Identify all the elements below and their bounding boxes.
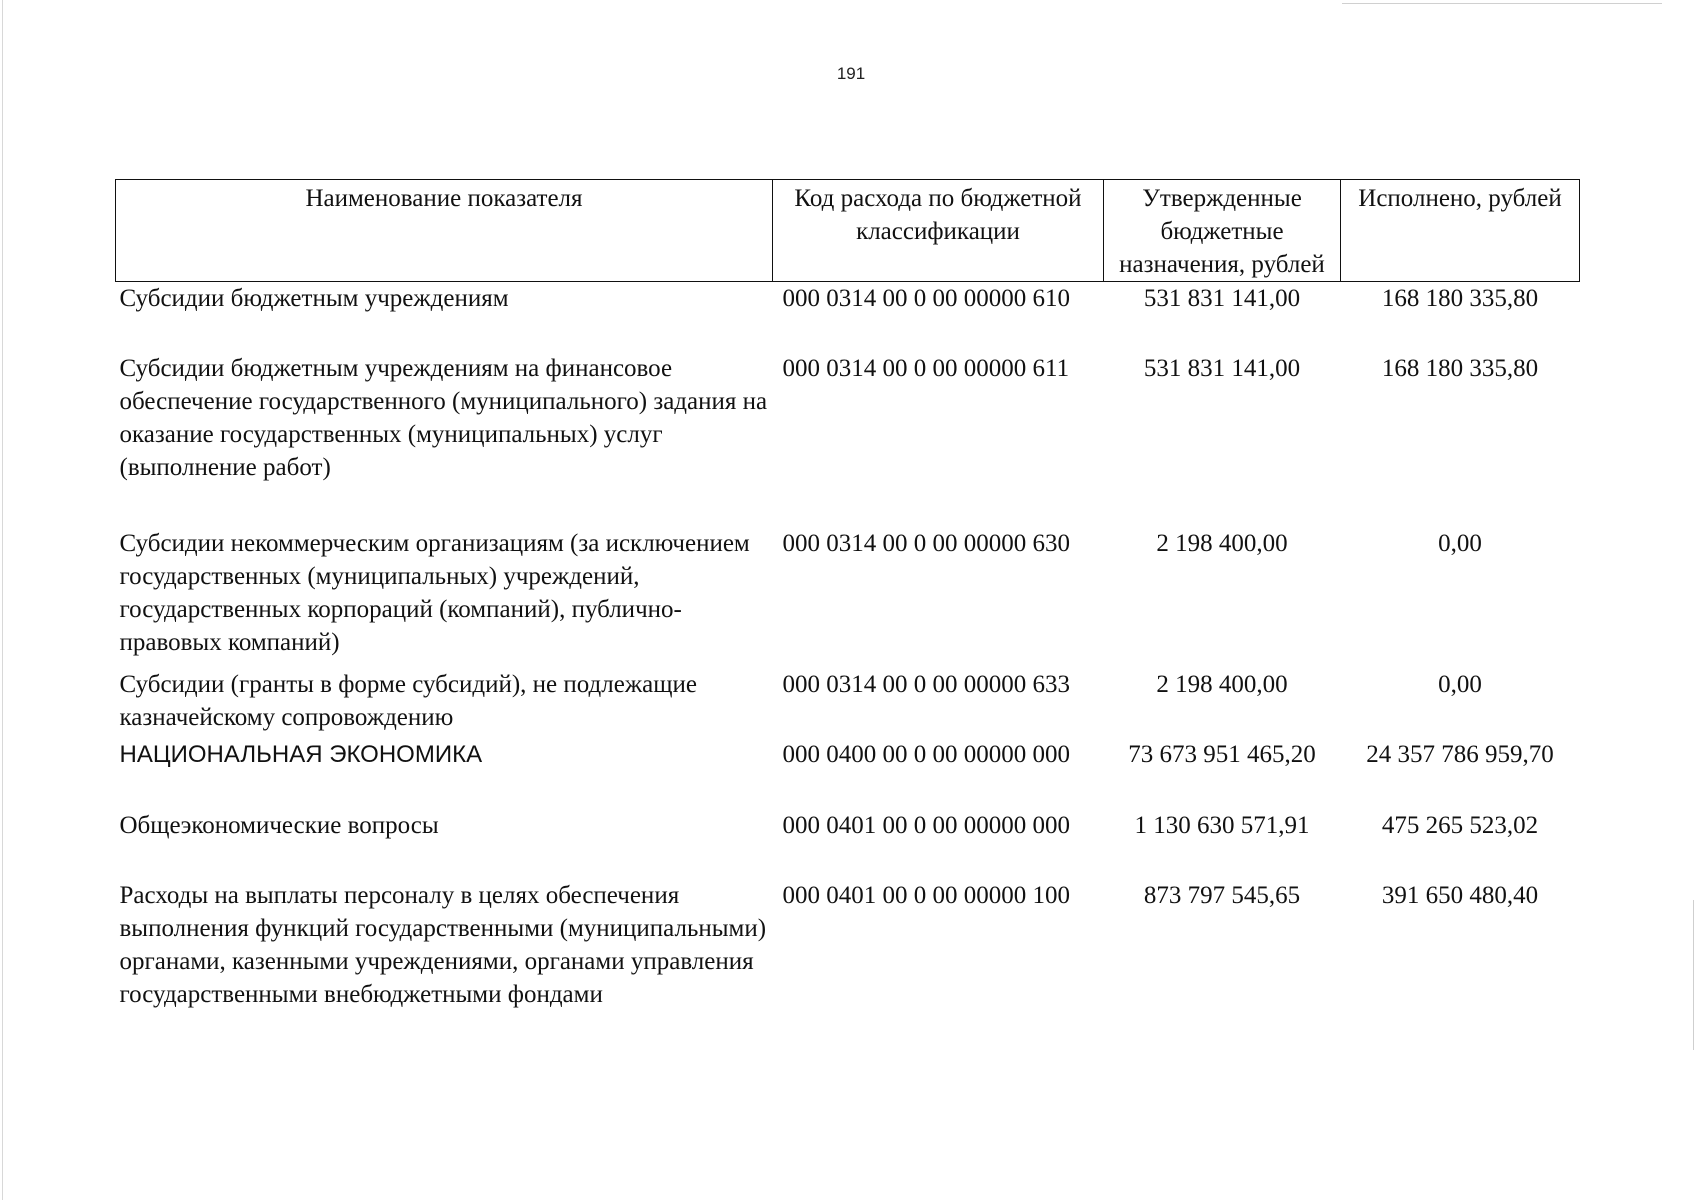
scan-edge-right (1693, 900, 1694, 1050)
row-approved: 2 198 400,00 (1156, 670, 1288, 698)
row-code: 000 0314 00 0 00 00000 633 (782, 670, 1070, 698)
table-row (116, 809, 1580, 879)
row-name: Субсидии некоммерческим организациям (за исключением государственных (муниципальных) учреждений, государственных корпораций (компаний), публично-правовых компаний) (119, 529, 750, 656)
row-approved: 873 797 545,65 (1143, 881, 1301, 909)
row-name: Общеэкономические вопросы (119, 811, 439, 839)
row-name: НАЦИОНАЛЬНАЯ ЭКОНОМИКА (119, 740, 483, 768)
budget-table-container (115, 179, 1579, 1054)
header-row (116, 180, 1580, 282)
row-name: Субсидии (гранты в форме субсидий), не подлежащие казначейскому сопровождению (119, 670, 697, 731)
row-approved: 2 198 400,00 (1156, 529, 1288, 557)
page-number: 191 (836, 64, 866, 83)
header-executed: Исполнено, рублей (1341, 180, 1580, 282)
row-approved: 531 831 141,00 (1143, 354, 1301, 382)
row-approved: 531 831 141,00 (1143, 285, 1301, 312)
row-executed: 391 650 480,40 (1381, 881, 1539, 909)
row-code: 000 0314 00 0 00 00000 610 (782, 285, 1070, 312)
row-name: Субсидии бюджетным учреждениям (119, 285, 509, 312)
table-body (116, 282, 1580, 1054)
budget-execution-table (115, 179, 1580, 1054)
row-executed: 24 357 786 959,70 (1366, 740, 1554, 768)
row-code: 000 0401 00 0 00 00000 000 (782, 811, 1070, 839)
table-row (116, 738, 1580, 809)
scan-edge-left (2, 0, 3, 1200)
row-executed: 168 180 335,80 (1381, 354, 1539, 382)
header-name: Наименование показателя (116, 180, 773, 282)
table-row (116, 527, 1580, 668)
row-approved: 1 130 630 571,91 (1134, 811, 1310, 839)
row-code: 000 0401 00 0 00 00000 100 (782, 881, 1070, 909)
table-row (116, 668, 1580, 738)
header-approved: Утвержденные бюджетные назначения, рублей (1104, 180, 1341, 282)
table-header (116, 180, 1580, 282)
row-executed: 168 180 335,80 (1381, 285, 1539, 312)
row-code: 000 0314 00 0 00 00000 630 (782, 529, 1070, 557)
scan-edge-top (1342, 3, 1662, 4)
row-name: Расходы на выплаты персоналу в целях обеспечения выполнения функций государственными (муниципальными) органами, казенными учреждениями, органами управления государственными внебюджетными фондами (119, 881, 767, 1008)
table-row (116, 352, 1580, 527)
header-code: Код расхода по бюджетной классификации (773, 180, 1104, 282)
row-approved: 73 673 951 465,20 (1128, 740, 1316, 768)
table-row (116, 879, 1580, 1054)
row-executed: 475 265 523,02 (1381, 811, 1539, 839)
row-executed: 0,00 (1438, 670, 1482, 698)
table-row (116, 282, 1580, 352)
row-code: 000 0314 00 0 00 00000 611 (782, 354, 1070, 382)
row-executed: 0,00 (1438, 529, 1482, 557)
row-code: 000 0400 00 0 00 00000 000 (782, 740, 1070, 768)
row-name: Субсидии бюджетным учреждениям на финансовое обеспечение государственного (муниципального) задания на оказание государственных (муниципальных) услуг (выполнение работ) (119, 354, 768, 481)
